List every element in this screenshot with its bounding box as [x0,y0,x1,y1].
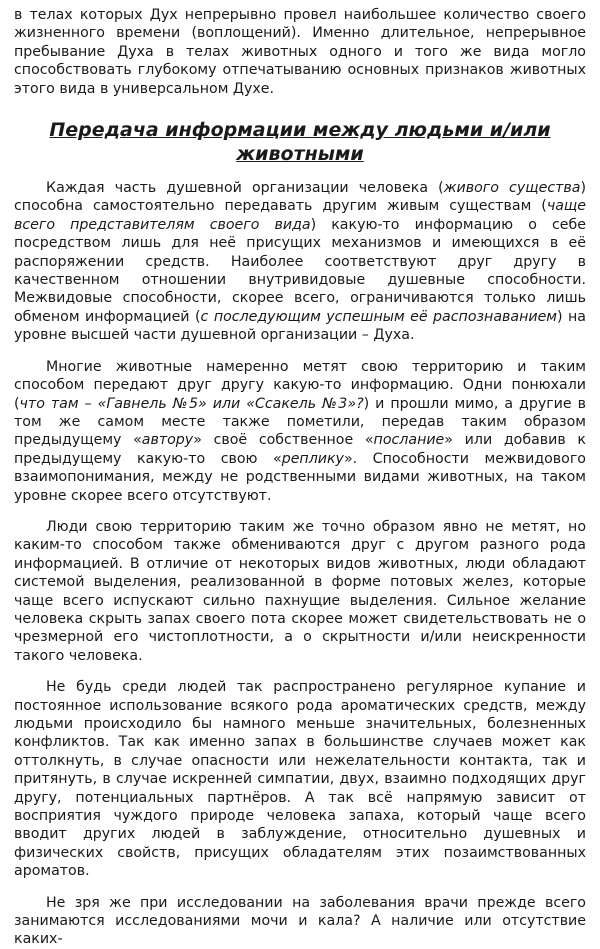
italic-phrase: живого существа [443,180,581,197]
text-segment: ) способна самостоятельно передавать другим живым существам ( [14,180,586,215]
italic-phrase: автору [141,432,194,449]
body-paragraph-4 [14,678,586,880]
text-segment: ) на уровне высшей части душевной организации – Духа. [14,308,586,344]
intro-paragraph [14,6,586,98]
text-segment: в телах которых Дух непрерывно провел наибольшее количество своего жизненного времени ( [14,7,586,42]
text-segment: ». Способности межвидового взаимопонимания, между не родственными видами животных, на таком уровне скорее всего отсутствуют. [14,450,586,504]
text-segment: ) и прошли мимо, а другие в том же самом месте также пометили, передав таким образом предыдущему « [14,395,586,449]
italic-phrase: чаще всего представителям своего вида [14,198,586,233]
text-segment: Многие животные намеренно метят свою территорию и таким способом передают друг другу какую-то информацию. Одни понюхали ( [14,358,586,412]
text-segment: ). Именно длительное, непрерывное пребывание Духа в телах животных одного и того же вида могло способствовать глубокому отпечатыванию основных признаков животных этого вида в универсальном Духе. [14,25,586,97]
text-segment: Не зря же при исследовании на заболевания врачи прежде всего занимаются исследованиями мочи и кала? А наличие или отсутствие каких- [14,894,586,948]
body-paragraph-1 [14,179,586,345]
section-heading: Передача информации между людьми и/или животными [49,119,551,166]
text-segment: ) какую-то информацию о себе посредством лишь для неё присущих механизмов и имеющихся в её распоряжении средств. Наиболее соответствуют друг другу в качественном отношении внутривидовые душевные способности. Межвидовые способности, скорее всего, ограничиваются только лишь обменом информацией ( [14,216,586,325]
body-paragraph-5 [14,894,586,949]
italic-phrase: с последующим успешным её распознаванием [200,308,558,325]
text-segment: » или добавив к предыдущему какую-то свою « [14,432,586,467]
body-paragraph-3 [14,518,586,665]
text-segment: Каждая часть душевной организации человека ( [46,180,444,197]
text-segment: Люди свою территорию таким же точно образом явно не метят, но каким-то способом также обмениваются друг с другом разного рода информацией. В отличие от некоторых видов животных, люди обладают системой выделения, реализованной в форме потовых желез, которые чаще всего испускают сильно пахнущие выделения. Сильное желание человека скрыть запах своего пота скорее может свидетельствовать не о чрезмерной его чистоплотности, а о скрытности и/или неискренности такого человека. [14,518,586,664]
italic-phrase: реплику [281,450,344,467]
italic-phrase: что там – «Гавнель №5» или «Ссакель №3»? [19,395,364,412]
italic-phrase: воплощений [197,25,291,42]
body-paragraph-2 [14,358,586,505]
text-segment: Не будь среди людей так распространено регулярное купание и постоянное использование всякого рода ароматических средств, между людьми происходило бы намного меньше значительных, болезненных конфликтов. Так как именно запах в большинстве случаев может как оттолкнуть, в случае опасности или нежелательности контакта, так и притянуть, в случае искренней симпатии, двух, взаимно подходящих друг другу, потенциальных партнёров. А так всё напрямую зависит от восприятия чуждого природе человека запаха, который чаще всего вводит других людей в заблуждение, относительно душевных и физических свойств, присущих обладателям этих позаимствованных ароматов. [14,679,586,880]
italic-phrase: послание [373,432,445,449]
text-segment: » своё собственное « [193,432,374,449]
